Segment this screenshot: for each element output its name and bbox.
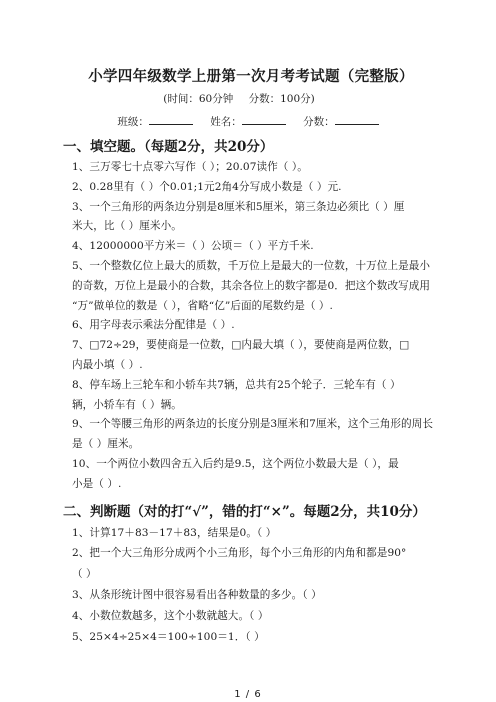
question-item <box>72 585 436 606</box>
exam-total-score: 分数：100分) <box>248 93 315 105</box>
question-item <box>72 376 436 416</box>
question-line: 米大，比（ ）厘米小。 <box>72 220 182 233</box>
question-item <box>72 257 436 316</box>
question-line: 10、一个两位小数四舍五入后约是9.5，这个两位小数最大是（ ），最 <box>72 457 399 470</box>
section-fill-in <box>63 136 436 495</box>
question-line: 内最小填（ ）. <box>72 358 143 371</box>
question-line: 3、从条形统计图中很容易看出各种数量的多少。（ ） <box>72 588 322 601</box>
question-item <box>72 198 436 238</box>
question-line: 6、用字母表示乘法分配律是（ ）. <box>72 319 235 332</box>
section-true-false <box>63 501 436 648</box>
question-line: 8、停车场上三轮车和小轿车共7辆，总共有25个轮子．三轮车有（ ） <box>72 378 401 391</box>
question-line: “万”做单位的数是（ ），省略“亿”后面的尾数约是（ ）. <box>72 299 333 312</box>
question-line: 4、小数位数越多，这个小数就越大。（ ） <box>72 609 269 622</box>
question-line: 3、一个三角形的两条边分别是8厘米和5厘米，第三条边必须比（ ）厘 <box>72 200 405 213</box>
question-line: 9、一个等腰三角形的两条边的长度分别是3厘米和7厘米，这个三角形的周长 <box>72 418 433 431</box>
question-item <box>72 627 436 648</box>
section-heading: 二、判断题（对的打“√”，错的打“×”。每题2分，共10分） <box>63 503 426 520</box>
question-line: 7、□72÷29，要使商是一位数，□内最大填（ ），要使商是两位数，□ <box>72 339 410 352</box>
student-info-line <box>60 112 436 130</box>
question-list <box>72 523 436 648</box>
question-item <box>72 523 436 544</box>
question-item <box>72 415 436 455</box>
exam-time: (时间：60分钟 <box>163 93 234 105</box>
class-label: 班级： <box>117 116 149 128</box>
question-line: 5、一个整数亿位上最大的质数，千万位上是最大的一位数，十万位上是最小 <box>72 259 431 272</box>
score-blank <box>335 112 379 125</box>
question-line: （ ） <box>72 568 97 581</box>
question-item <box>72 178 436 198</box>
page-title: 小学四年级数学上册第一次月考考试题（完整版） <box>88 68 414 85</box>
question-line: 1、三万零七十点零六写作（ ）；20.07读作（ ）。 <box>72 161 308 173</box>
question-line: 4、12000000平方米＝（ ）公顷＝（ ）平方千米. <box>72 240 314 253</box>
question-line: 2、把一个大三角形分成两个小三角形，每个小三角形的内角和都是90° <box>72 547 407 560</box>
page-number: 1 / 6 <box>234 689 262 700</box>
score-label: 分数： <box>303 116 335 128</box>
question-item <box>72 336 436 376</box>
question-line: 小是（ ）. <box>72 477 122 490</box>
name-blank <box>242 112 286 125</box>
exam-info <box>42 91 436 107</box>
name-label: 姓名： <box>210 116 242 128</box>
question-item <box>72 543 436 585</box>
question-line: 是（ ）厘米。 <box>72 438 140 451</box>
question-item <box>72 455 436 495</box>
section-heading: 一、填空题。（每题2分，共20分） <box>63 139 274 155</box>
question-line: 的奇数，万位上是最小的合数，其余各位上的数字都是0．把这个数改写成用 <box>72 279 431 292</box>
question-item <box>72 606 436 627</box>
class-blank <box>149 112 193 125</box>
question-item <box>72 316 436 336</box>
question-item <box>72 158 436 178</box>
question-line: 2、0.28里有（ ）个0.01;1元2角4分写成小数是（ ）元. <box>72 180 342 193</box>
question-line: 1、计算17＋83－17＋83，结果是0。（ ） <box>72 526 277 539</box>
question-line: 辆，小轿车有（ ）辆。 <box>72 398 182 411</box>
question-line: 5、25×4÷25×4＝100÷100＝1．（ ） <box>72 630 265 643</box>
question-list <box>72 158 436 495</box>
question-item <box>72 237 436 257</box>
